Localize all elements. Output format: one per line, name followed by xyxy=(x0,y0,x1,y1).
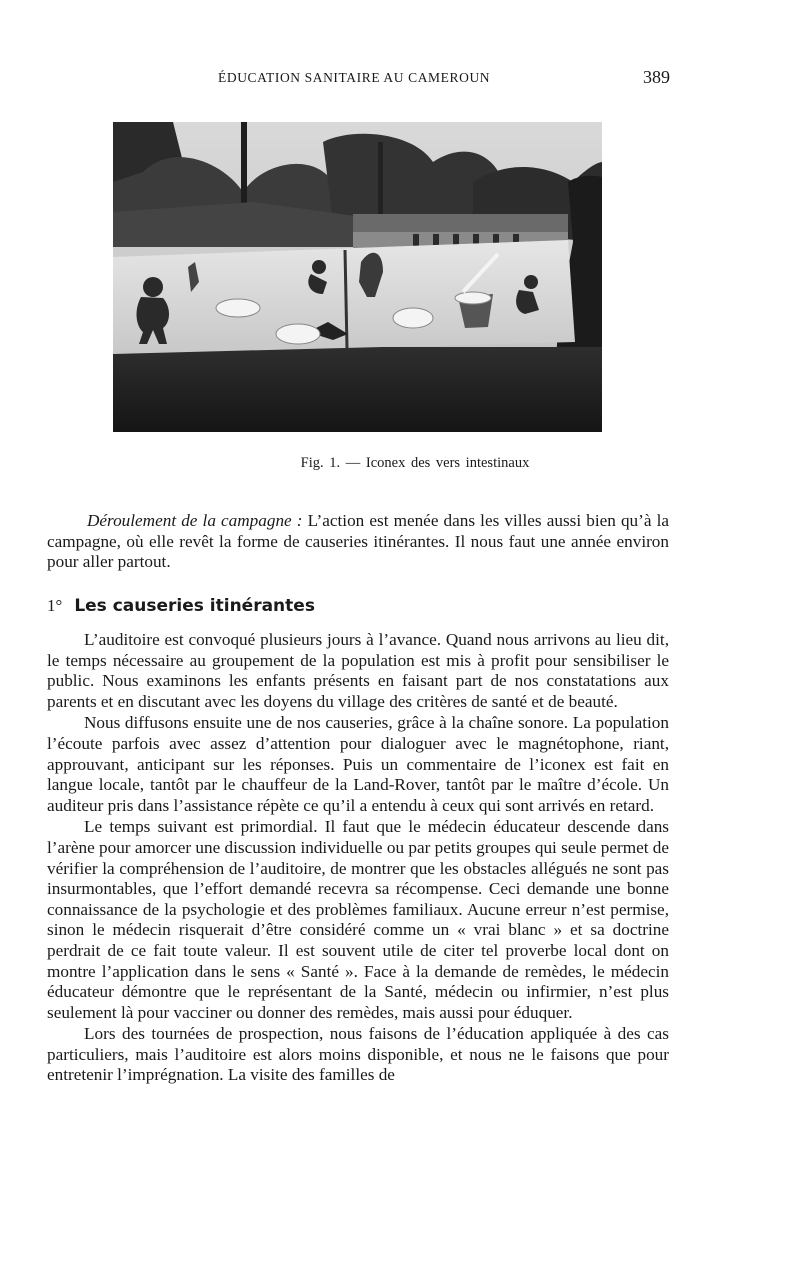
body-paragraph: Le temps suivant est primordial. Il faut que le médecin éducateur descende dans l’arène pour amorcer une discussion individuelle ou par petits groupes qui seule permet de vérifier la compréhension de l’auditoire, de montrer que les obstacles allégués ne sont pas insurmontables, que l’effort demandé recevra sa récompense. Ceci demande une bonne connaissance de la psychologie et des problèmes familiaux. Aucune erreur n’est permise, sinon le médecin risquerait d’être considéré comme un « vrai blanc » et sa doctrine perdrait de ce fait toute valeur. Il est souvent utile de citer tel proverbe local dont on montre l’application dans le sens « Santé ». Face à la demande de remèdes, le médecin éducateur démontre que le représentant de la Santé, médecin ou infirmier, n’est plus seulement là pour vacciner ou donner des remèdes, mais aussi pour éduquer. xyxy=(47,817,669,1022)
body-paragraph: Lors des tournées de prospection, nous faisons de l’éducation appliquée à des cas particuliers, mais l’auditoire est alors moins disponible, et nous ne le faisons que pour entretenir l’imprégnation. La visite des familles de xyxy=(47,1024,669,1085)
section-title: Les causeries itinérantes xyxy=(74,596,315,616)
intro-paragraph xyxy=(47,511,669,573)
section-heading xyxy=(47,596,315,616)
page-number: 389 xyxy=(643,67,670,87)
body-paragraph: L’auditoire est convoqué plusieurs jours à l’avance. Quand nous arrivons au lieu dit, le temps nécessaire au groupement de la population est mis à profit pour sensibiliser le public. Nous examinons les enfants présents en faisant part de nos constatations aux parents et en discutant avec les doyens du village des critères de santé et de beauté. xyxy=(47,630,669,711)
running-title: ÉDUCATION SANITAIRE AU CAMEROUN xyxy=(218,70,491,85)
figure-caption: Fig. 1. — Iconex des vers intestinaux xyxy=(300,455,530,471)
intro-label: Déroulement de la campagne : xyxy=(87,511,303,530)
intro-text: L’action est menée dans les villes aussi bien qu’à la campagne, où elle revêt la forme de causeries itinérantes. Il nous faut une année environ pour aller partout. xyxy=(47,511,670,572)
body-paragraph: Nous diffusons ensuite une de nos causeries, grâce à la chaîne sonore. La population l’écoute parfois avec assez d’attention pour dialoguer avec le magnétophone, riant, approuvant, anticipant sur les réponses. Puis un commentaire de l’iconex est fait en langue locale, tantôt par le chauffeur de la Land-Rover, tantôt par le maître d’école. Un auditeur pris dans l’assistance répète ce qu’il a entendu à ceux qui sont arrivés en retard. xyxy=(47,713,669,815)
section-body xyxy=(47,630,669,1087)
section-number: 1° xyxy=(47,596,63,615)
figure-photo xyxy=(113,122,602,432)
running-header xyxy=(0,67,800,90)
iconex-photograph xyxy=(113,122,602,432)
